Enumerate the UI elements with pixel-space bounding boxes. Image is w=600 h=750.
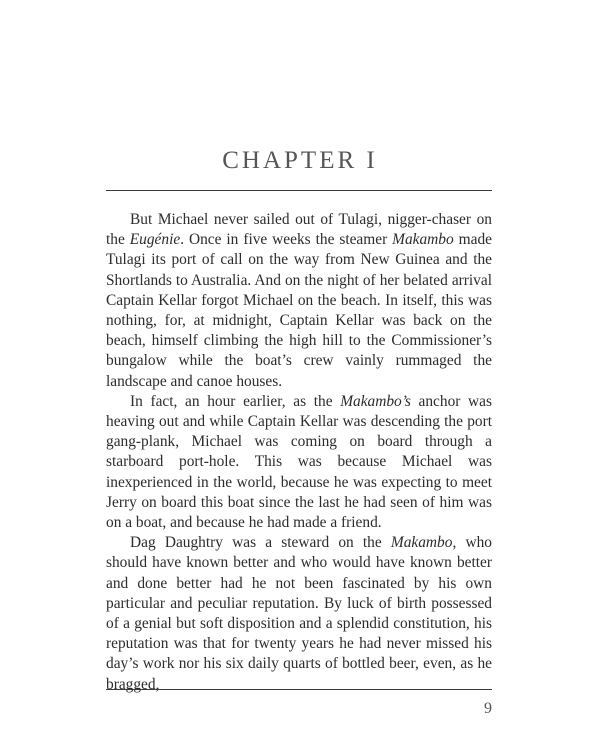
- italic-run: Makambo: [392, 231, 454, 249]
- text-run: , who should have known better and who would have known better and done better had he not been fascinated by his own particular and peculiar reputation. By luck of birth possessed of a genial but soft disposition and a splendid constitution, his reputation was that for twenty years he had never missed his day’s work nor his six daily quarts of bottled beer, even, as he bragged,: [106, 534, 492, 693]
- chapter-title: CHAPTER I: [222, 147, 378, 174]
- page-number: 9: [484, 700, 492, 717]
- bottom-rule: [106, 689, 492, 690]
- text-run: In fact, an hour earlier, as the: [130, 392, 341, 410]
- paragraph-1: [106, 210, 492, 392]
- paragraph-3: [106, 533, 492, 695]
- body-text: [106, 210, 492, 695]
- paragraph-2: [106, 392, 492, 533]
- text-run: anchor was heaving out and while Captain Kellar was descending the port gang-plank, Michael was coming on board through a starboard port-hole. This was because Michael was inexperienced in the world, because he was expecting to meet Jerry on board this boat since the last he had seen of him was on a boat, and because he had made a friend.: [106, 392, 492, 532]
- text-run: made Tulagi its port of call on the way from New Guinea and the Shortlands to Australia. And on the night of her belated arrival Captain Kellar forgot Michael on the beach. In itself, this was nothing, for, at midnight, Captain Kellar was back on the beach, himself climbing the high hill to the Commissioner’s bungalow while the boat’s crew vainly rummaged the landscape and canoe houses.: [106, 231, 492, 390]
- text-run: Dag Daughtry was a steward on the: [130, 534, 391, 552]
- text-run: But Michael never sailed out of Tulagi, nigger-chaser on the: [106, 211, 492, 249]
- italic-run: Makambo’s: [340, 392, 411, 410]
- text-run: . Once in five weeks the steamer: [180, 231, 393, 249]
- top-rule: [106, 190, 492, 191]
- italic-run: Eugénie: [129, 231, 181, 249]
- italic-run: Makambo: [390, 534, 453, 552]
